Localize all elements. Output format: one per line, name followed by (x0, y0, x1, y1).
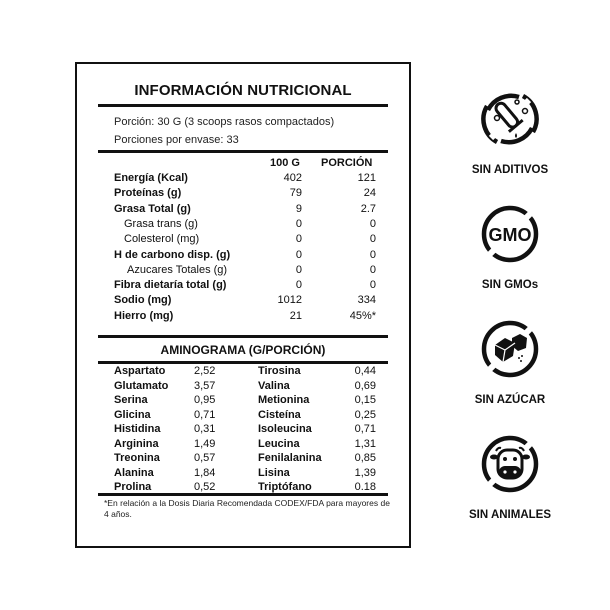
nutrient-value-100g: 1012 (277, 294, 302, 307)
nutrient-name: Energía (Kcal) (114, 172, 188, 184)
amino-name: Glicina (114, 408, 151, 421)
amino-value: 3,57 (194, 379, 216, 392)
amino-name: Leucina (258, 437, 300, 450)
nutrient-value-100g: 0 (295, 233, 302, 246)
aminogram-row (114, 394, 376, 409)
aminogram-row (114, 380, 376, 395)
amino-value: 0,71 (194, 408, 216, 421)
amino-value: 0,44 (354, 365, 376, 377)
nutrient-value-100g: 0 (295, 263, 302, 276)
nutrient-value-100g: 0 (295, 248, 302, 261)
nutrient-name: Fibra dietaría total (g) (114, 279, 227, 292)
amino-name: Alanina (114, 466, 154, 479)
no-animals-icon (479, 433, 541, 495)
amino-name: Glutamato (114, 379, 169, 392)
amino-name: Aspartato (114, 365, 166, 377)
nutrient-row (114, 249, 376, 264)
nutrient-row (114, 203, 376, 218)
column-header-portion: PORCIÓN (321, 157, 373, 169)
nutrient-value-portion: 45%* (349, 309, 376, 322)
amino-name: Fenilalanina (258, 452, 322, 464)
amino-value: 1,39 (354, 466, 376, 479)
nutrient-name: Sodio (mg) (114, 294, 172, 307)
amino-value: 0,25 (354, 408, 376, 421)
divider (98, 493, 388, 496)
amino-value: 2,52 (194, 365, 216, 377)
nutrient-name: Proteínas (g) (114, 187, 182, 200)
label-title: INFORMACIÓN NUTRICIONAL (134, 82, 352, 99)
no-gmo-icon (479, 203, 541, 265)
nutrient-value-portion: 0 (369, 263, 376, 276)
amino-name: Arginina (114, 437, 159, 450)
nutrient-value-100g: 0 (295, 279, 302, 292)
amino-name: Metionina (258, 394, 310, 406)
amino-value: 0,31 (194, 423, 216, 435)
footnote: *En relación a la Dosis Diaria Recomendada CODEX/FDA para mayores de 4 años. (104, 498, 390, 519)
nutrient-name: Grasa Total (g) (114, 202, 191, 215)
nutrient-value-100g: 0 (295, 217, 302, 230)
nutrient-row (114, 279, 376, 294)
amino-value: 0,85 (354, 452, 376, 464)
amino-value: 1,49 (194, 437, 216, 450)
aminogram-row (114, 409, 376, 424)
nutrient-value-100g: 79 (289, 187, 302, 200)
divider (98, 361, 388, 364)
nutrient-value-100g: 21 (289, 309, 302, 322)
nutrient-value-portion: 0 (369, 217, 376, 230)
nutrient-name: H de carbono disp. (g) (114, 248, 231, 261)
badge-label: SIN AZÚCAR (474, 394, 546, 406)
nutrient-name: Colesterol (mg) (124, 233, 200, 246)
badge-label: SIN ANIMALES (469, 509, 551, 521)
aminogram-title: AMINOGRAMA (G/PORCIÓN) (160, 343, 326, 357)
servings-per-container: Porciones por envase: 33 (114, 134, 239, 146)
no-additives-icon (479, 88, 541, 150)
amino-value: 0,52 (194, 481, 216, 493)
amino-name: Lisina (258, 466, 290, 479)
nutrient-value-portion: 0 (369, 248, 376, 261)
amino-name: Prolina (114, 481, 152, 493)
nutrient-name: Azucares Totales (g) (127, 263, 228, 276)
nutrient-row (114, 187, 376, 202)
nutrition-facts-panel (75, 62, 411, 548)
serving-size: Porción: 30 G (3 scoops rasos compactados) (114, 116, 335, 128)
aminogram-row (114, 467, 376, 482)
amino-value: 0,95 (194, 394, 216, 406)
nutrient-value-portion: 2.7 (360, 202, 376, 215)
aminogram-row (114, 438, 376, 453)
amino-name: Treonina (114, 452, 160, 464)
amino-value: 0.18 (354, 481, 376, 493)
badge-label: SIN ADITIVOS (471, 164, 549, 176)
nutrient-value-100g: 9 (295, 202, 302, 215)
amino-name: Cisteína (258, 408, 301, 421)
column-header-100g: 100 G (270, 157, 300, 169)
badge-label: SIN GMOs (481, 279, 539, 291)
badge-no-additives (455, 88, 565, 176)
nutrient-row (114, 233, 376, 248)
divider (98, 150, 388, 153)
amino-name: Isoleucina (258, 423, 312, 435)
nutrient-value-portion: 0 (369, 233, 376, 246)
amino-value: 0,71 (354, 423, 376, 435)
nutrient-row (114, 218, 376, 233)
nutrient-value-portion: 0 (369, 279, 376, 292)
amino-value: 0,69 (354, 379, 376, 392)
nutrient-value-100g: 402 (283, 172, 302, 184)
nutrient-value-portion: 121 (357, 172, 376, 184)
badge-no-gmo (455, 203, 565, 291)
aminogram-row (114, 423, 376, 438)
nutrient-row (114, 294, 376, 309)
nutrient-value-portion: 334 (357, 294, 376, 307)
divider (98, 335, 388, 338)
amino-name: Tirosina (258, 365, 301, 377)
amino-name: Triptófano (258, 481, 312, 493)
divider (98, 104, 388, 107)
nutrient-row (114, 172, 376, 187)
nutrient-name: Hierro (mg) (114, 309, 174, 322)
aminogram-row (114, 365, 376, 380)
svg-text:GMO: GMO (488, 225, 532, 245)
amino-name: Valina (258, 379, 290, 392)
no-sugar-icon (479, 318, 541, 380)
amino-value: 1,31 (354, 437, 376, 450)
badge-no-animals (455, 433, 565, 521)
aminogram-row (114, 452, 376, 467)
nutrient-name: Grasa trans (g) (124, 217, 198, 230)
badge-no-sugar (455, 318, 565, 406)
amino-value: 1,84 (194, 466, 216, 479)
nutrient-row (114, 264, 376, 279)
amino-value: 0,15 (354, 394, 376, 406)
amino-name: Serina (114, 394, 148, 406)
nutrient-value-portion: 24 (363, 187, 376, 200)
nutrient-row (114, 310, 376, 325)
amino-value: 0,57 (194, 452, 216, 464)
amino-name: Histidina (114, 423, 161, 435)
